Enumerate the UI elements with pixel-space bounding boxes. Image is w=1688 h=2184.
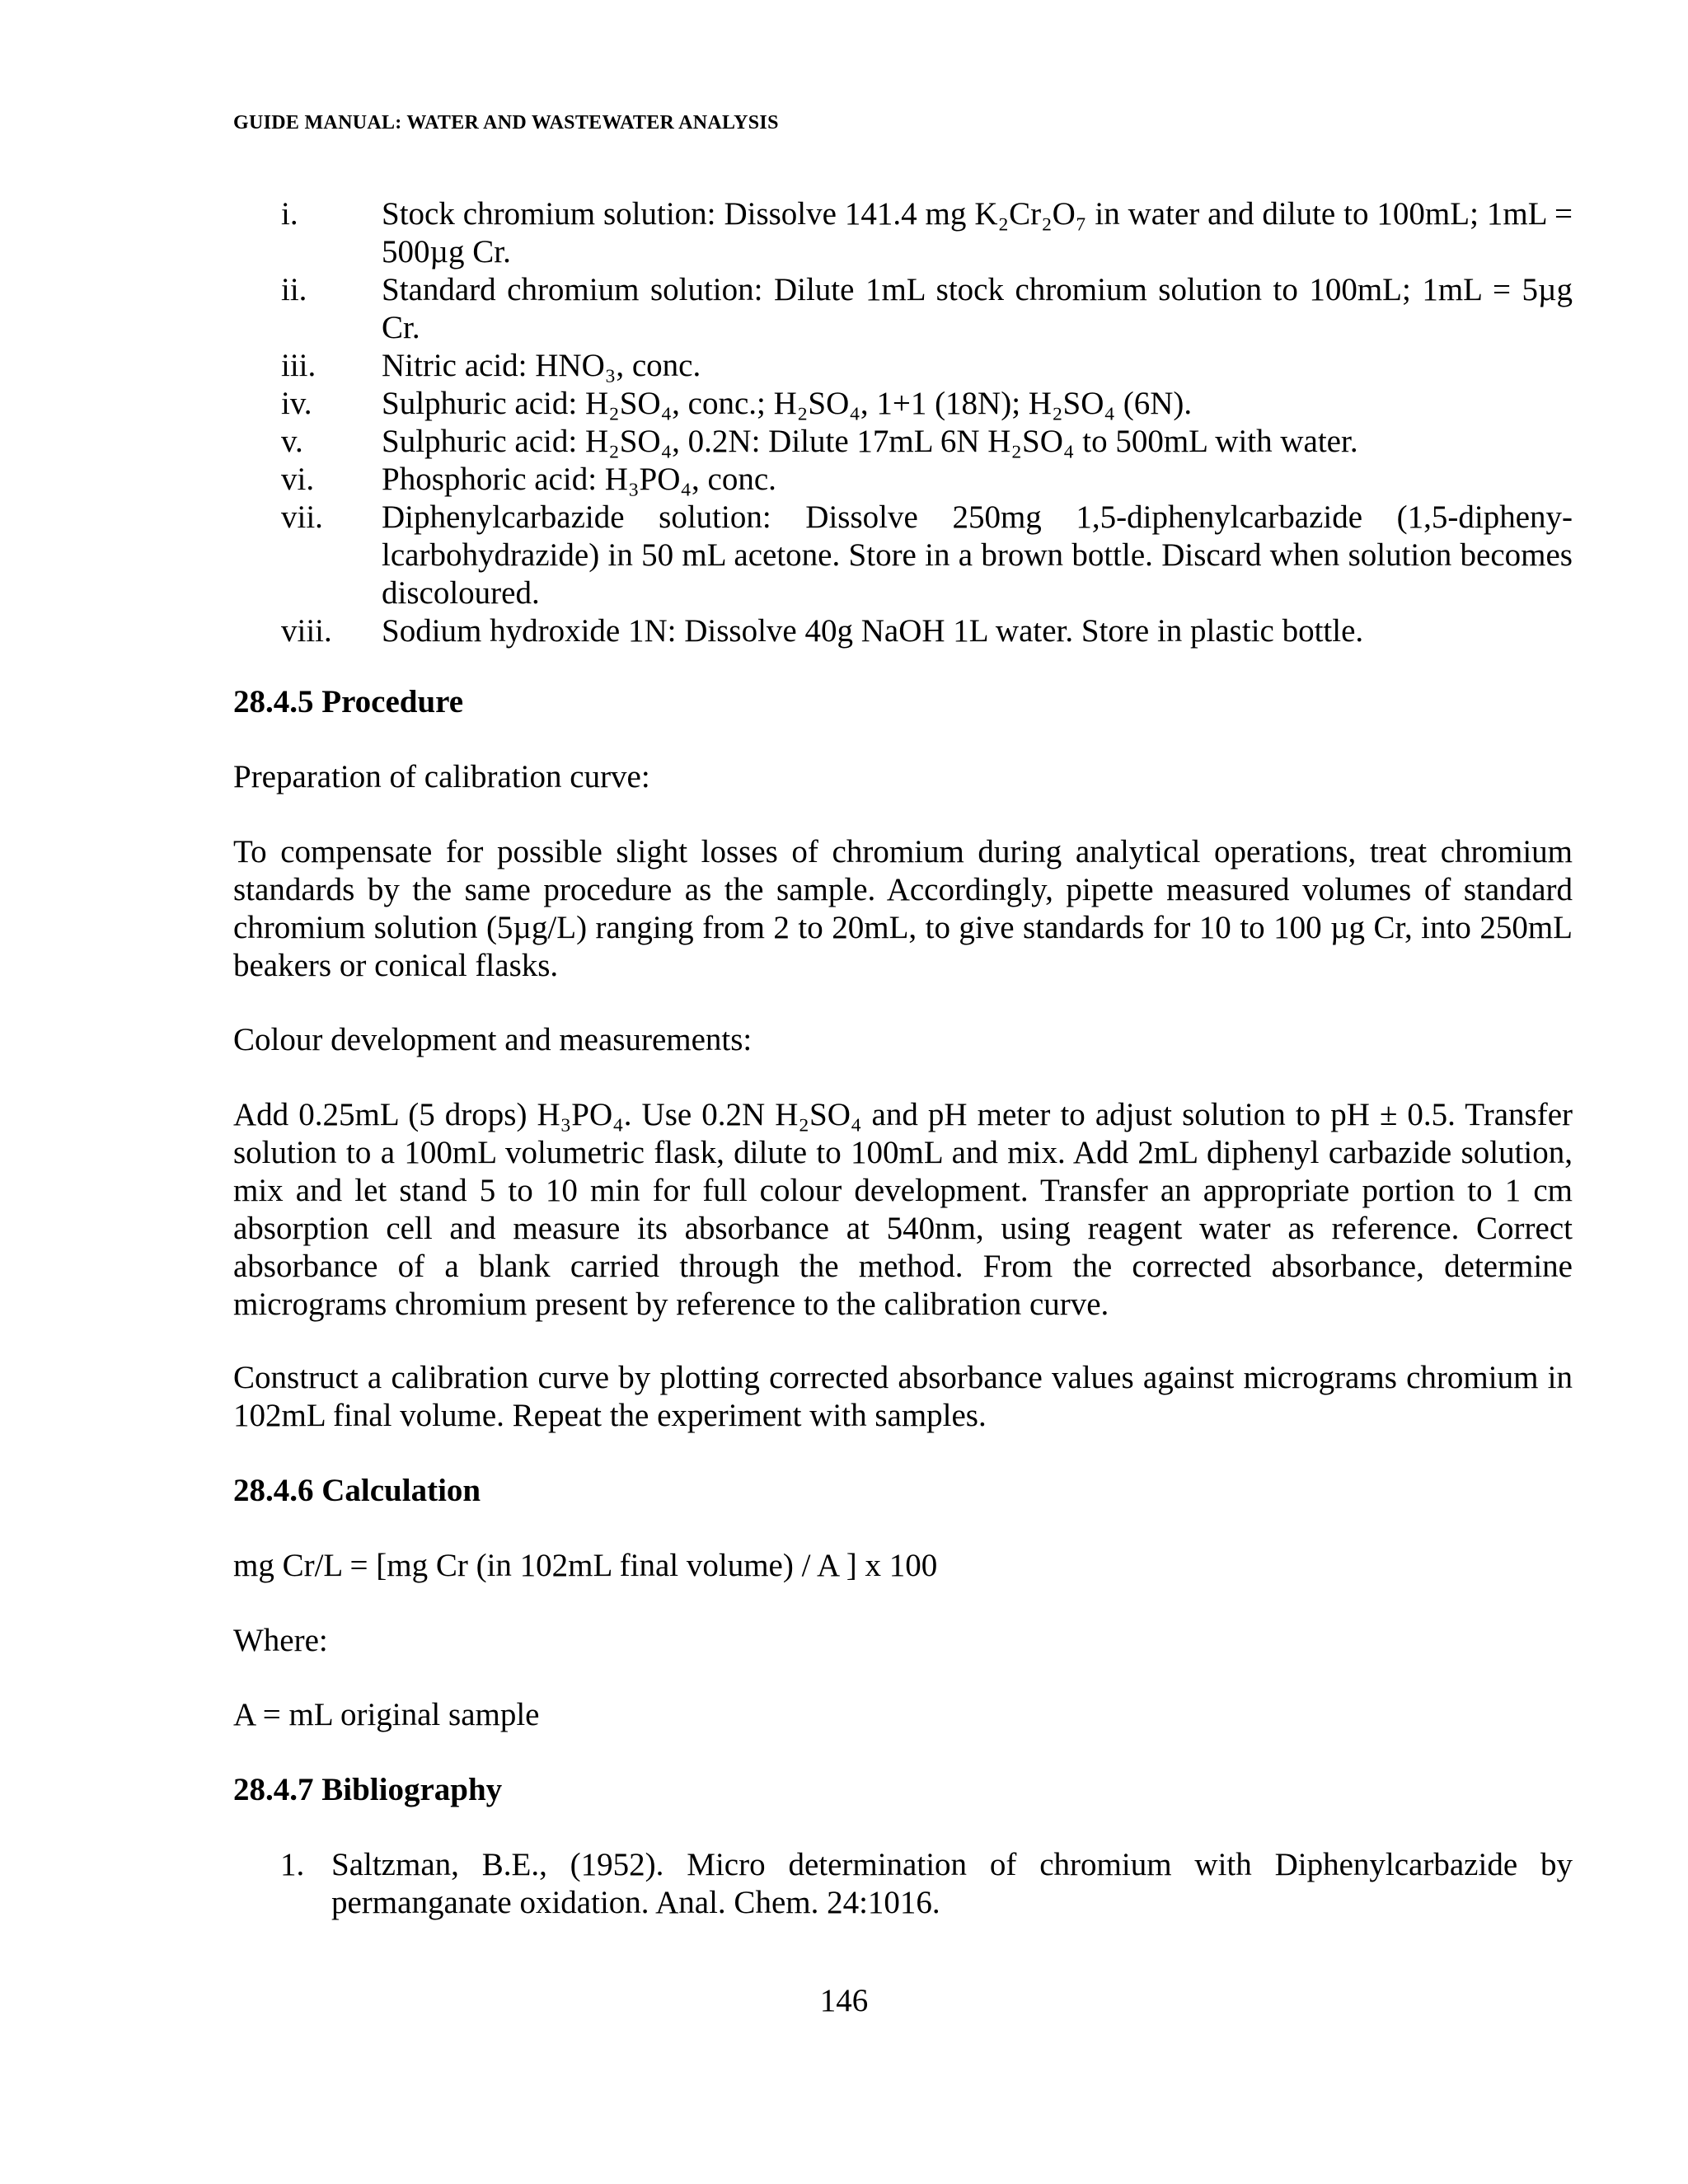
variable-definition: A = mL original sample <box>233 1697 540 1732</box>
reagent-number: iii. <box>281 348 316 383</box>
reagent-text: Standard chromium solution: Dilute 1mL stock chromium solution to 100mL; 1mL = 5µg Cr. <box>382 272 1573 345</box>
reagent-item <box>233 423 1573 461</box>
reagent-number: ii. <box>281 272 307 307</box>
reagent-text: Sulphuric acid: H₂SO₄, conc.; H₂SO₄, 1+1 (18N); H₂SO₄ (6N). <box>382 386 1193 421</box>
calculation-formula: mg Cr/L = [mg Cr (in 102mL final volume) / A ] x 100 <box>233 1548 938 1583</box>
reagent-number: v. <box>281 424 303 459</box>
bibliography-number: 1. <box>280 1847 305 1882</box>
bibliography-heading: 28.4.7 Bibliography <box>233 1772 503 1807</box>
reagent-text: Phosphoric acid: H₃PO₄, conc. <box>382 462 776 497</box>
reagent-text: Sulphuric acid: H₂SO₄, 0.2N: Dilute 17mL 6N H₂SO₄ to 500mL with water. <box>382 424 1358 459</box>
page-number: 146 <box>819 1983 869 2018</box>
reagent-text: Nitric acid: HNO₃, conc. <box>382 348 701 383</box>
reagent-number: vii. <box>281 499 323 535</box>
calibration-paragraph: To compensate for possible slight losses of chromium during analytical operations, treat chromium standards by the same procedure as the sample. Accordingly, pipette measured volumes of standard chromium solution (5µg/L) ranging from 2 to 20mL, to give standards for 10 to 100 µg Cr, into 250mL beakers or conical flasks. <box>233 834 1573 983</box>
where-label: Where: <box>233 1623 328 1658</box>
construct-paragraph: Construct a calibration curve by plotting corrected absorbance values against micrograms chromium in 102mL final volume. Repeat the experiment with samples. <box>233 1360 1573 1433</box>
reagent-item <box>233 612 1573 650</box>
reagent-item <box>233 499 1573 612</box>
colour-label: Colour development and measurements: <box>233 1022 753 1057</box>
reagent-item <box>233 385 1573 423</box>
reagent-item <box>233 461 1573 499</box>
reagent-number: viii. <box>281 613 332 649</box>
reagent-list <box>233 195 1573 650</box>
bibliography-item <box>280 1846 1573 1922</box>
reagent-number: iv. <box>281 386 312 421</box>
bibliography-list <box>280 1846 1573 1922</box>
calibration-label: Preparation of calibration curve: <box>233 759 650 794</box>
reagent-item <box>233 271 1573 347</box>
reagent-number: i. <box>281 196 298 232</box>
bibliography-text: Saltzman, B.E., (1952). Micro determination of chromium with Diphenylcarbazide by permanganate oxidation. Anal. Chem. 24:1016. <box>331 1847 1573 1920</box>
reagent-text: Sodium hydroxide 1N: Dissolve 40g NaOH 1L water. Store in plastic bottle. <box>382 613 1364 649</box>
procedure-heading: 28.4.5 Procedure <box>233 684 464 719</box>
reagent-text: Stock chromium solution: Dissolve 141.4 mg K₂Cr₂O₇ in water and dilute to 100mL; 1mL = 500µg Cr. <box>382 196 1573 269</box>
colour-paragraph: Add 0.25mL (5 drops) H₃PO₄. Use 0.2N H₂SO₄ and pH meter to adjust solution to pH ± 0.5. Transfer solution to a 100mL volumetric flask, dilute to 100mL and mix. Add 2mL diphenyl carbazide solution, mix and let stand 5 to 10 min for full colour development. Transfer an appropriate portion to 1 cm absorption cell and measure its absorbance at 540nm, using reagent water as reference. Correct absorbance of a blank carried through the method. From the corrected absorbance, determine micrograms chromium present by reference to the calibration curve. <box>233 1097 1573 1322</box>
reagent-text: Diphenylcarbazide solution: Dissolve 250mg 1,5-diphenylcarbazide (1,5-dipheny-lcarbohydrazide) in 50 mL acetone. Store in a brown bottle. Discard when solution becomes discoloured. <box>382 499 1573 611</box>
reagent-item <box>233 347 1573 385</box>
reagent-item <box>233 195 1573 271</box>
calculation-heading: 28.4.6 Calculation <box>233 1473 481 1508</box>
reagent-number: vi. <box>281 462 315 497</box>
running-header: GUIDE MANUAL: WATER AND WASTEWATER ANALYSIS <box>233 112 779 134</box>
